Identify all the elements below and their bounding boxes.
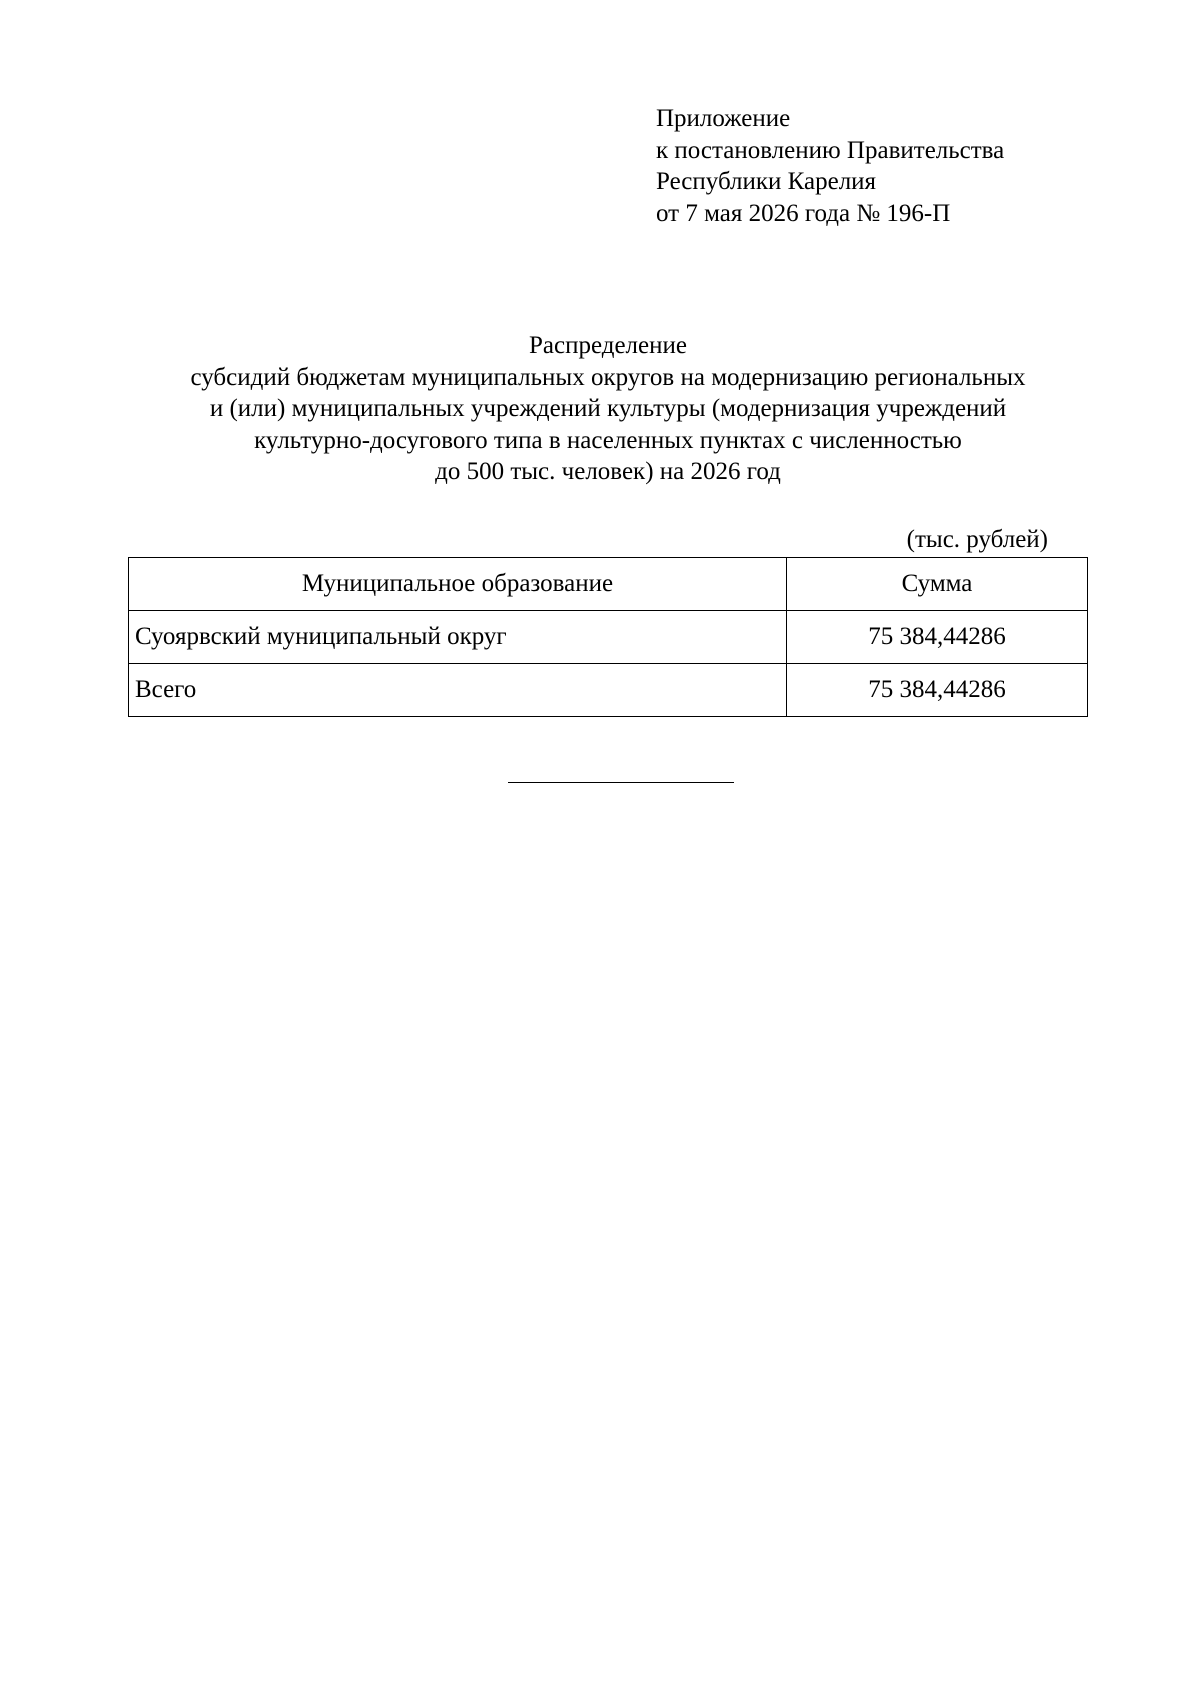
heading-line-1: субсидий бюджетам муниципальных округов на модернизацию региональных [190,363,1026,391]
total-amount: 75 384,44286 [787,664,1088,717]
table-row-total [129,664,1088,717]
header-sum: Сумма [787,558,1088,611]
end-separator-line [508,782,734,783]
appendix-resolution-ref: к постановлению Правительства [656,136,1005,164]
heading-line-3: культурно-досугового типа в населенных пунктах с численностью [254,426,962,454]
appendix-header [656,103,1004,229]
table-row [129,611,1088,664]
heading-line-2: и (или) муниципальных учреждений культуры (модернизация учреждений [209,395,1007,422]
row-amount: 75 384,44286 [787,611,1088,664]
document-heading [128,330,1088,488]
heading-title: Распределение [529,332,687,359]
total-label: Всего [129,664,787,717]
appendix-republic: Республики Карелия [656,168,877,195]
unit-label: (тыс. рублей) [906,526,1048,553]
appendix-date-number: от 7 мая 2026 года № 196-П [656,199,951,227]
appendix-label: Приложение [656,105,791,132]
heading-line-4: до 500 тыс. человек) на 2026 год [435,458,781,485]
table-header-row [129,558,1088,611]
row-municipality-name: Суоярвский муниципальный округ [129,611,787,664]
distribution-table [128,557,1088,717]
header-municipality: Муниципальное образование [129,558,787,611]
